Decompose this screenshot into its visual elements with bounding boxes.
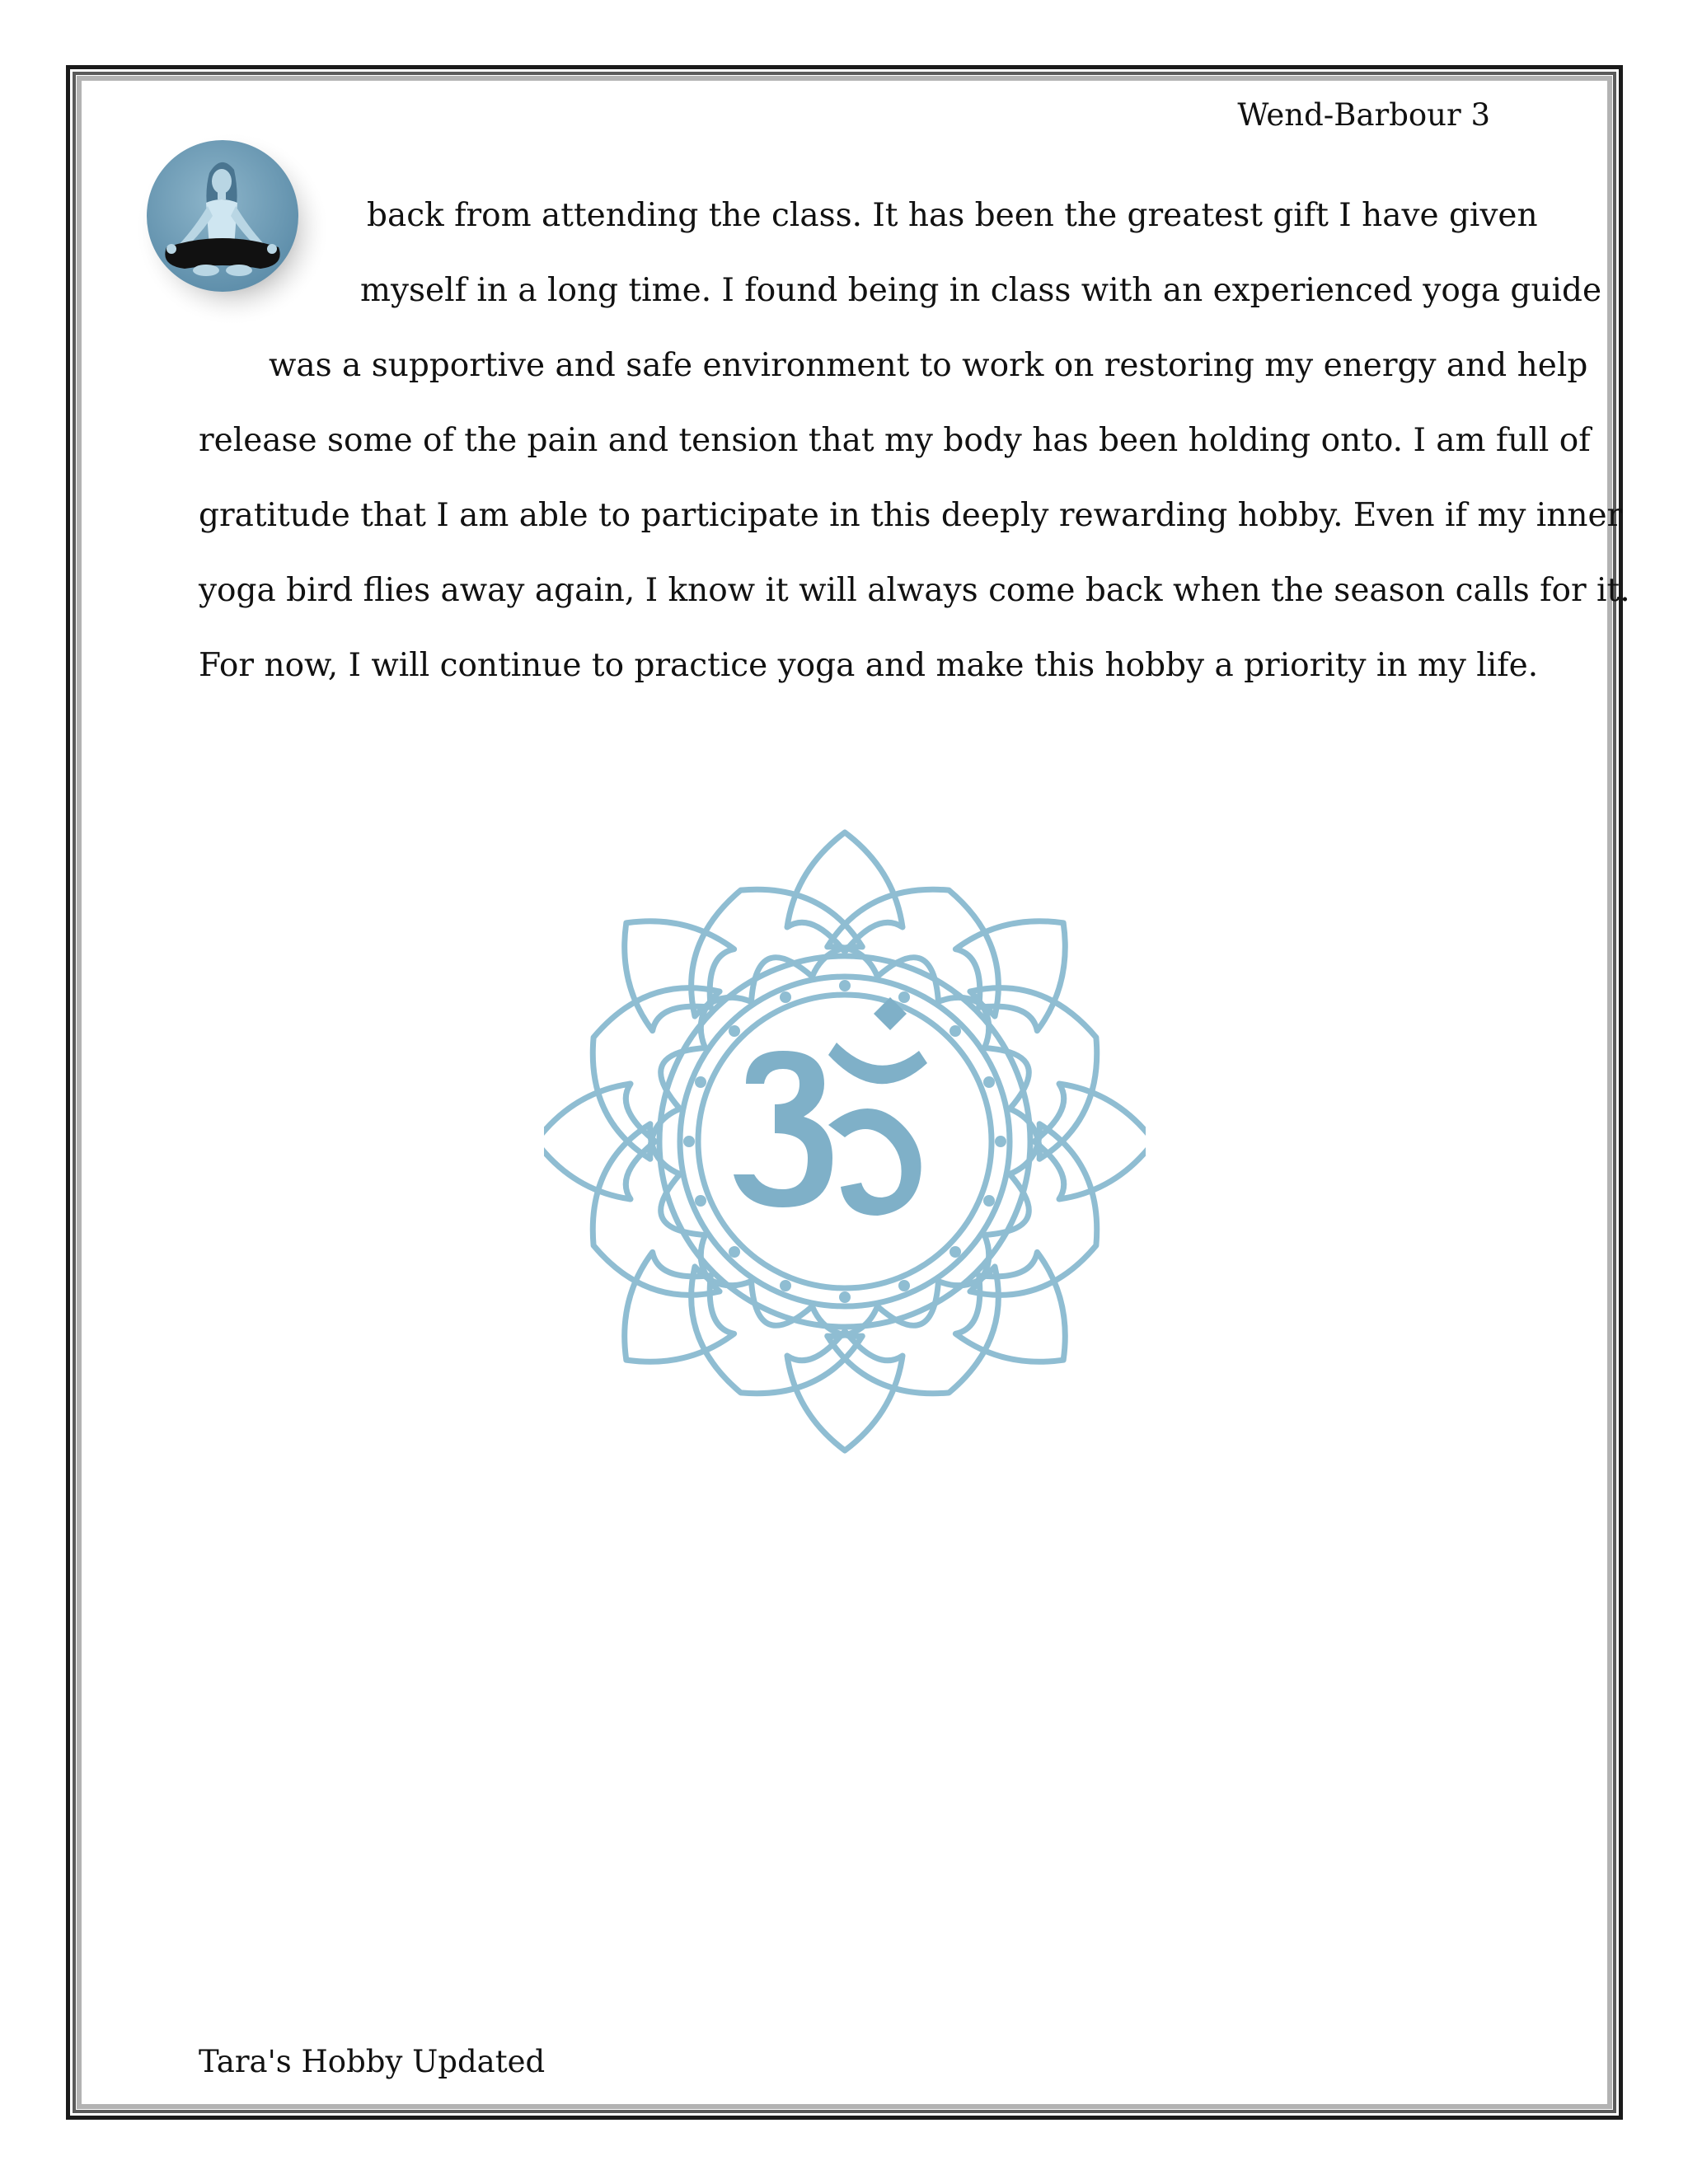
body-line-2: myself in a long time. I found being in class with an experienced yoga guide — [360, 272, 1602, 309]
body-line-5: gratitude that I am able to participate in this deeply rewarding hobby. Even if my inner — [199, 497, 1623, 534]
body-line-7: For now, I will continue to practice yoga and make this hobby a priority in my life. — [199, 647, 1539, 684]
body-line-6: yoga bird flies away again, I know it will always come back when the season calls for it. — [199, 572, 1630, 609]
meditating-woman-illustration — [124, 124, 330, 346]
footer-text: Tara's Hobby Updated — [199, 2044, 546, 2079]
body-line-4: release some of the pain and tension that my body has been holding onto. I am full of — [199, 422, 1591, 459]
body-line-1: back from attending the class. It has been the greatest gift I have given — [367, 197, 1538, 234]
body-line-3: was a supportive and safe environment to work on restoring my energy and help — [269, 347, 1588, 384]
running-head: Wend-Barbour 3 — [1237, 97, 1490, 133]
om-mandala-symbol — [544, 828, 1146, 1455]
